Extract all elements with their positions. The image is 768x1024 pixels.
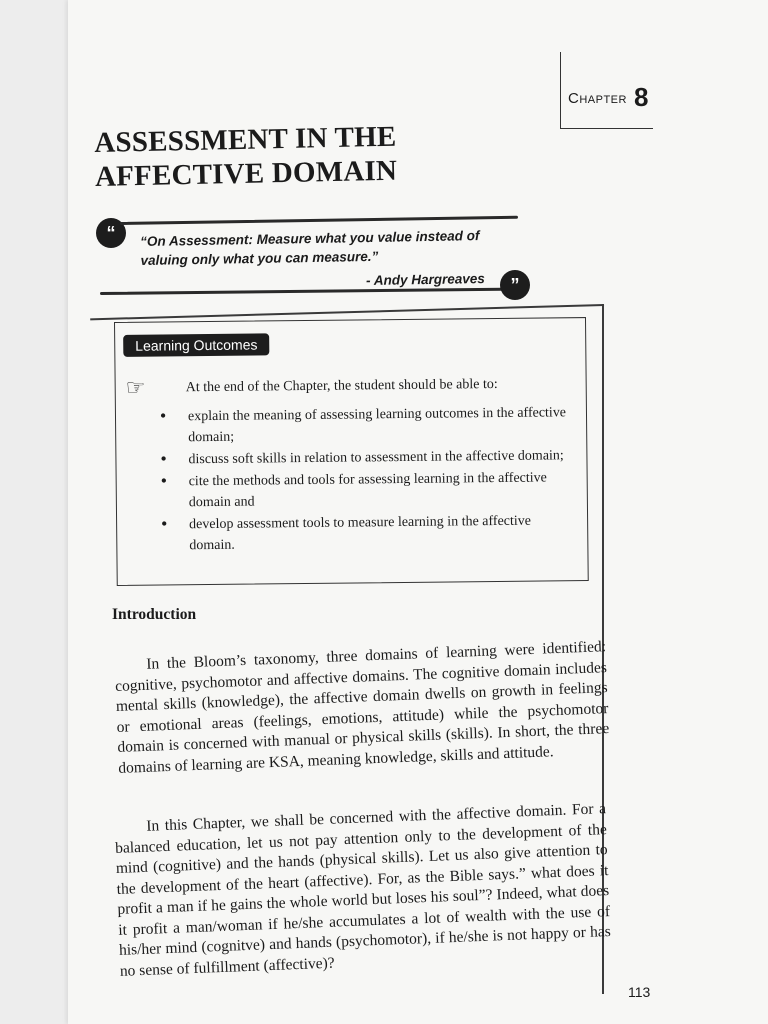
chapter-label: Chapter <box>568 90 627 107</box>
learning-outcomes-box <box>114 317 589 586</box>
section-heading: Introduction <box>112 606 197 623</box>
list-item: • develop assessment tools to measure learning in the affective domain. <box>161 513 532 554</box>
bullet-icon: • <box>161 513 168 534</box>
learning-outcomes-intro: At the end of the Chapter, the student should be able to: <box>185 376 498 396</box>
bullet-icon: • <box>160 448 167 469</box>
quote-author: - Andy Hargreaves <box>365 270 485 289</box>
bullet-icon: • <box>160 470 168 491</box>
paragraph: In the Bloom’s taxonomy, three domains of learning were identified: cognitive, psychomotor and affective domains. The cognitive domain includes mental skills (knowledge), the affective domain dwells on growth in feelings or emotional areas (feelings, emotions, attitude) while the psychomotor domain is concerned with manual or physical skills (skills). In short, the three domains of learning are KSA, meaning knowledge, skills and attitude. <box>114 638 610 777</box>
pointing-hand-icon: ☞ <box>125 374 146 400</box>
chapter-number: 8 <box>634 82 649 112</box>
page-title: ASSESSMENT IN THE AFFECTIVE DOMAIN <box>94 120 398 193</box>
quote-text: “On Assessment: Measure what you value instead of valuing only what you can measure.” <box>140 228 480 268</box>
learning-outcomes-badge: Learning Outcomes <box>123 333 269 357</box>
close-quote-icon: ” <box>500 270 530 300</box>
list-item: • discuss soft skills in relation to assessment in the affective domain; <box>160 448 564 469</box>
learning-outcomes-list <box>160 402 572 557</box>
open-quote-icon: “ <box>96 218 126 248</box>
list-item: • cite the methods and tools for assessing learning in the affective domain and <box>160 470 547 511</box>
page-number: 113 <box>628 984 651 1000</box>
paragraph: In this Chapter, we shall be concerned with the affective domain. For a balanced education, let us not pay attention only to the development of the mind (cognitive) and the hands (physical skills). Let us also give attention to the development of the heart (affective). For, as the Bible says.” what does it profit a man if he gains the whole world but loses his soul”? Indeed, what does it profit a man/woman if he/she accumulates a lot of wealth with the use of his/her mind (cognitve) and hands (psychomotor), if he/she is not happy or has no sense of fulfillment (affective)? <box>114 800 612 980</box>
bullet-icon: • <box>159 405 167 426</box>
list-item: • explain the meaning of assessing learning outcomes in the affective domain; <box>159 405 567 446</box>
